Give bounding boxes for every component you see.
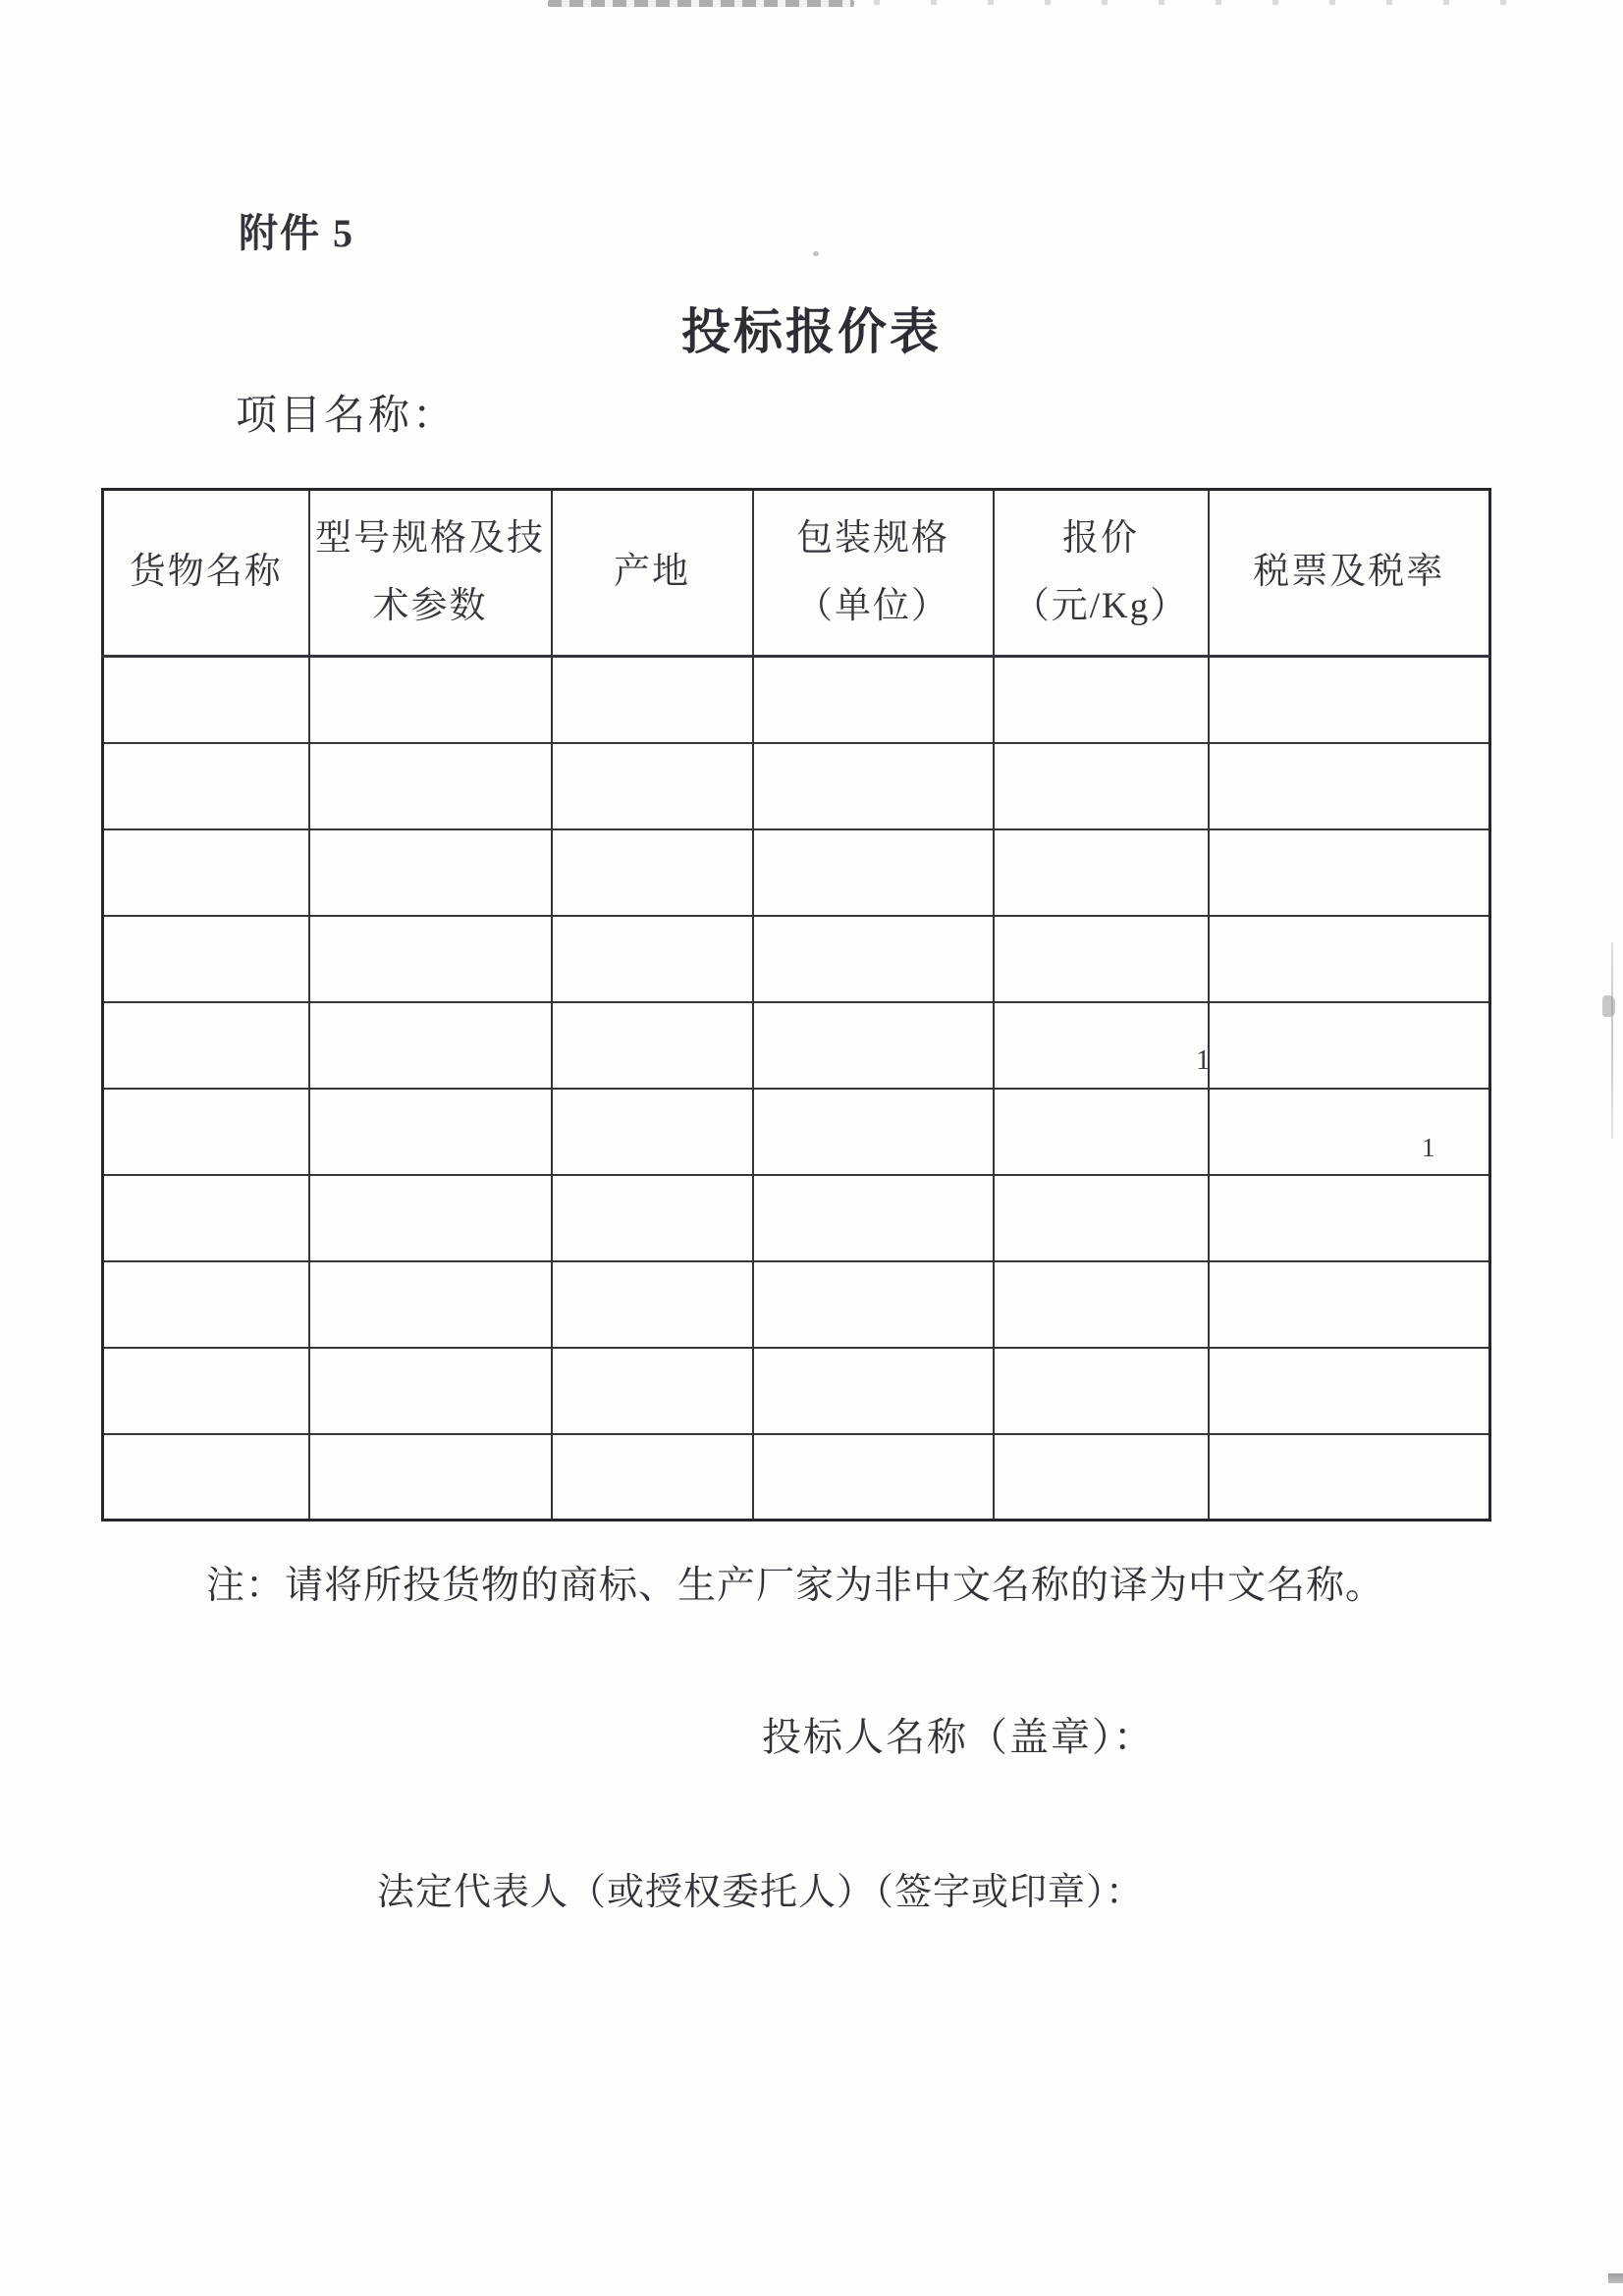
table-cell-empty: [103, 829, 309, 916]
table-cell-empty: [753, 1261, 994, 1348]
bidder-name-seal-line: 投标人名称（盖章）：: [762, 1715, 1155, 1759]
table-row: [103, 657, 1490, 743]
table-cell-empty: [103, 1348, 309, 1434]
table-row: [103, 1348, 1490, 1434]
table-row: [103, 916, 1490, 1002]
table-cell-empty: [1209, 1175, 1490, 1261]
header-label: 报价: [1062, 517, 1139, 559]
table-row: [103, 1089, 1490, 1175]
scan-artifact-stray-digit: 1: [1422, 1133, 1435, 1162]
column-header-price: [994, 490, 1209, 657]
table-cell-empty: [753, 657, 994, 743]
table-row: [103, 829, 1490, 916]
table-cell-empty: [552, 657, 753, 743]
page-title: 投标报价表: [681, 304, 942, 359]
table-cell-empty: [994, 1434, 1209, 1521]
table-cell-empty: [994, 829, 1209, 916]
scan-artifact-top-dashes-faint: [874, 0, 1551, 5]
header-label: 税票及税率: [1253, 552, 1445, 593]
table-cell-empty: [103, 1089, 309, 1175]
table-cell-empty: [1209, 657, 1490, 743]
table-cell-empty: [309, 1089, 552, 1175]
table-cell-empty: [994, 657, 1209, 743]
table-cell-empty: [753, 1002, 994, 1089]
scan-artifact-corner-mark: [1608, 2273, 1623, 2283]
table-cell-empty: [103, 1002, 309, 1089]
table-cell-empty: [103, 1434, 309, 1521]
table-cell-empty: [753, 916, 994, 1002]
table-cell-empty: [1209, 1434, 1490, 1521]
table-cell-empty: [552, 743, 753, 829]
table-cell-empty: [103, 657, 309, 743]
table-cell-empty: [753, 1175, 994, 1261]
table-cell-empty: [552, 829, 753, 916]
table-cell-empty: [309, 1002, 552, 1089]
header-label: （单位）: [796, 585, 949, 626]
column-header-origin: [552, 490, 753, 657]
table-cell-empty: [309, 1434, 552, 1521]
quotation-table: [101, 488, 1488, 1522]
column-header-tax: [1209, 490, 1490, 657]
table-cell-empty: [552, 1002, 753, 1089]
table-cell-empty: [1209, 829, 1490, 916]
table-cell-empty: [309, 657, 552, 743]
project-name-label: 项目名称：: [236, 394, 458, 439]
table-cell-empty: [994, 1348, 1209, 1434]
table-cell-empty: [103, 1175, 309, 1261]
header-label: 货物名称: [129, 552, 283, 593]
table-cell-empty: [1209, 743, 1490, 829]
header-label: 型号规格及技: [315, 517, 545, 559]
column-header-model-specs: [309, 490, 552, 657]
table-row: [103, 1434, 1490, 1521]
table-cell-empty: [994, 916, 1209, 1002]
table-row: [103, 1002, 1490, 1089]
table-cell-empty: [309, 916, 552, 1002]
table-cell-empty: [552, 1434, 753, 1521]
scan-artifact-right-edge-smudge: [1602, 995, 1615, 1017]
table-cell-empty: [1209, 1002, 1490, 1089]
table-cell-empty: [552, 916, 753, 1002]
scan-artifact-right-edge-line: [1611, 942, 1613, 1139]
table-row: [103, 1261, 1490, 1348]
table-cell-empty: [552, 1089, 753, 1175]
column-header-goods-name: [103, 490, 309, 657]
scan-artifact-top-dashes: [548, 0, 854, 7]
table-cell-empty: [994, 1002, 1209, 1089]
table-cell-empty: [1209, 1089, 1490, 1175]
table-cell-empty: [103, 743, 309, 829]
table-cell-empty: [1209, 1261, 1490, 1348]
table-cell-empty: [994, 1261, 1209, 1348]
table-cell-empty: [309, 1261, 552, 1348]
table-cell-empty: [552, 1348, 753, 1434]
header-label: （元/Kg）: [1012, 585, 1189, 626]
table-cell-empty: [753, 1348, 994, 1434]
table-row: [103, 1175, 1490, 1261]
table-cell-empty: [103, 1261, 309, 1348]
scan-artifact-speck: [813, 251, 819, 256]
table-cell-empty: [753, 1089, 994, 1175]
table-cell-empty: [1209, 916, 1490, 1002]
header-label: 产地: [614, 552, 690, 593]
table-cell-empty: [1209, 1348, 1490, 1434]
table-cell-empty: [309, 829, 552, 916]
table-cell-empty: [552, 1175, 753, 1261]
table-cell-empty: [309, 1175, 552, 1261]
table-body: [103, 657, 1490, 1521]
table-header-row: [103, 490, 1490, 657]
header-label: 包装规格: [796, 517, 949, 559]
table-cell-empty: [552, 1261, 753, 1348]
translation-note: 注：请将所投货物的商标、生产厂家为非中文名称的译为中文名称。: [206, 1565, 1385, 1607]
legal-representative-signature-line: 法定代表人（或授权委托人）（签字或印章）：: [377, 1872, 1145, 1913]
column-header-packaging: [753, 490, 994, 657]
header-label: 术参数: [372, 585, 488, 626]
scan-artifact-stray-digit: 1: [1196, 1044, 1211, 1076]
table-cell-empty: [103, 916, 309, 1002]
table-row: [103, 743, 1490, 829]
table-cell-empty: [309, 1348, 552, 1434]
attachment-label: 附件 5: [239, 211, 354, 255]
table-cell-empty: [753, 829, 994, 916]
table-cell-empty: [994, 743, 1209, 829]
table-cell-empty: [309, 743, 552, 829]
table-cell-empty: [994, 1089, 1209, 1175]
table-cell-empty: [994, 1175, 1209, 1261]
table-cell-empty: [753, 743, 994, 829]
table-cell-empty: [753, 1434, 994, 1521]
